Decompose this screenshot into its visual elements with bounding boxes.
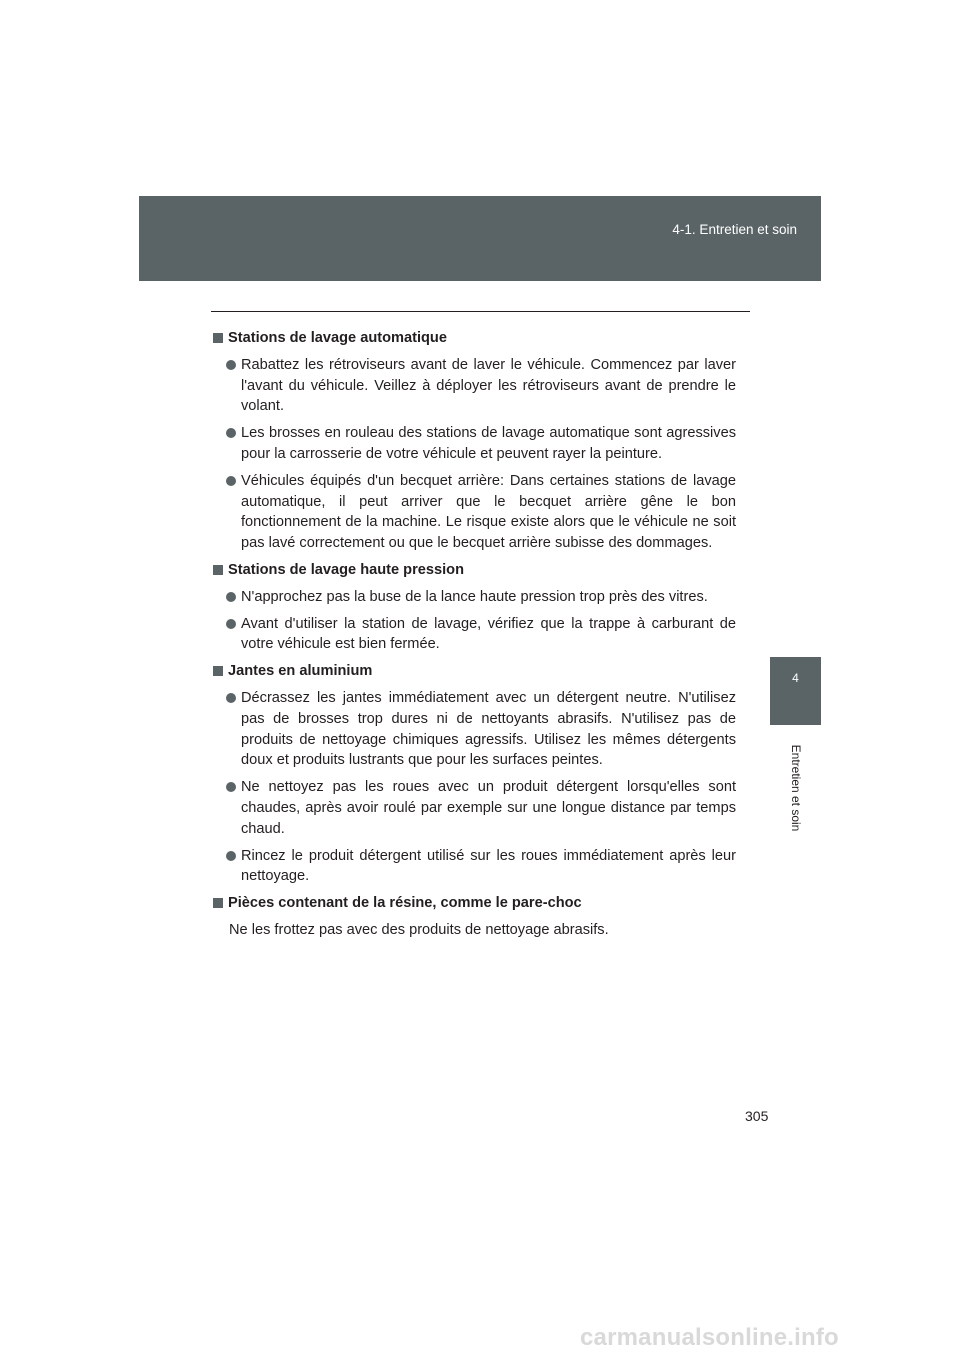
round-bullet-icon [226,428,236,438]
section-heading-text: Stations de lavage haute pression [228,561,465,578]
square-bullet-icon [213,333,223,343]
round-bullet-icon [226,476,236,486]
round-bullet-icon [226,619,236,629]
section-heading [213,893,736,914]
top-divider [211,311,750,312]
round-bullet-icon [226,693,236,703]
main-content [213,328,736,947]
chapter-label-box [786,733,806,843]
list-item-text: Rabattez les rétroviseurs avant de laver le véhicule. Commencez par laver l'avant du véhicule. Veillez à déployer les rétroviseurs avant de prendre le volant. [241,356,736,415]
round-bullet-icon [226,592,236,602]
list-item [213,423,736,465]
list-item [213,471,736,554]
square-bullet-icon [213,898,223,908]
page-number: 305 [745,1108,769,1124]
square-bullet-icon [213,666,223,676]
list-item [213,846,736,888]
square-bullet-icon [213,565,223,575]
list-item [213,355,736,417]
chapter-number: 4 [792,671,799,685]
header-band [139,196,821,281]
list-item-text: Avant d'utiliser la station de lavage, vérifiez que la trappe à carburant de votre véhicule est bien fermée. [241,615,736,653]
section-heading [213,560,736,581]
section-heading-text: Jantes en aluminium [228,663,373,680]
list-item-text: Véhicules équipés d'un becquet arrière: Dans certaines stations de lavage automatique, il peut arriver que le becquet arrière gêne le bon fonctionnement de la machine. Le risque existe alors que le véhicule ne soit pas lavé correctement ou que le becquet arrière subisse des dommages. [241,472,736,552]
list-item-text: Ne nettoyez pas les roues avec un produit détergent lorsqu'elles sont chaudes, après avoir roulé par exemple sur une longue distance par temps chaud. [241,779,736,837]
section-heading [213,661,736,682]
list-item [213,688,736,771]
paragraph: Ne les frottez pas avec des produits de nettoyage abrasifs. [229,921,609,938]
list-item [213,587,736,608]
watermark: carmanualsonline.info [580,1324,839,1351]
round-bullet-icon [226,782,236,792]
round-bullet-icon [226,360,236,370]
list-item-text: Rincez le produit détergent utilisé sur les roues immédiatement après leur nettoyage. [241,847,736,885]
list-item [213,614,736,656]
section-heading-text: Stations de lavage automatique [228,330,447,346]
section-heading [213,328,736,349]
list-item [213,777,736,839]
list-item-text: Décrassez les jantes immédiatement avec un détergent neutre. N'utilisez pas de brosses trop dures ni de nettoyants abrasifs. N'utilisez pas de produits de nettoyage chimiques agressifs. Utilisez les mêmes détergents doux et produits lustrants que pour les surfaces peintes. [241,689,736,769]
chapter-label: Entretien et soin [789,744,803,832]
round-bullet-icon [226,851,236,861]
list-item-text: Les brosses en rouleau des stations de lavage automatique sont agressives pour la carrosserie de votre véhicule et peuvent rayer la peinture. [241,425,736,462]
list-item-text: N'approchez pas la buse de la lance haute pression trop près des vitres. [241,588,708,605]
section-title: 4-1. Entretien et soin [672,222,797,237]
section-heading-text: Pièces contenant de la résine, comme le pare-choc [228,895,582,912]
chapter-tab [770,657,821,725]
